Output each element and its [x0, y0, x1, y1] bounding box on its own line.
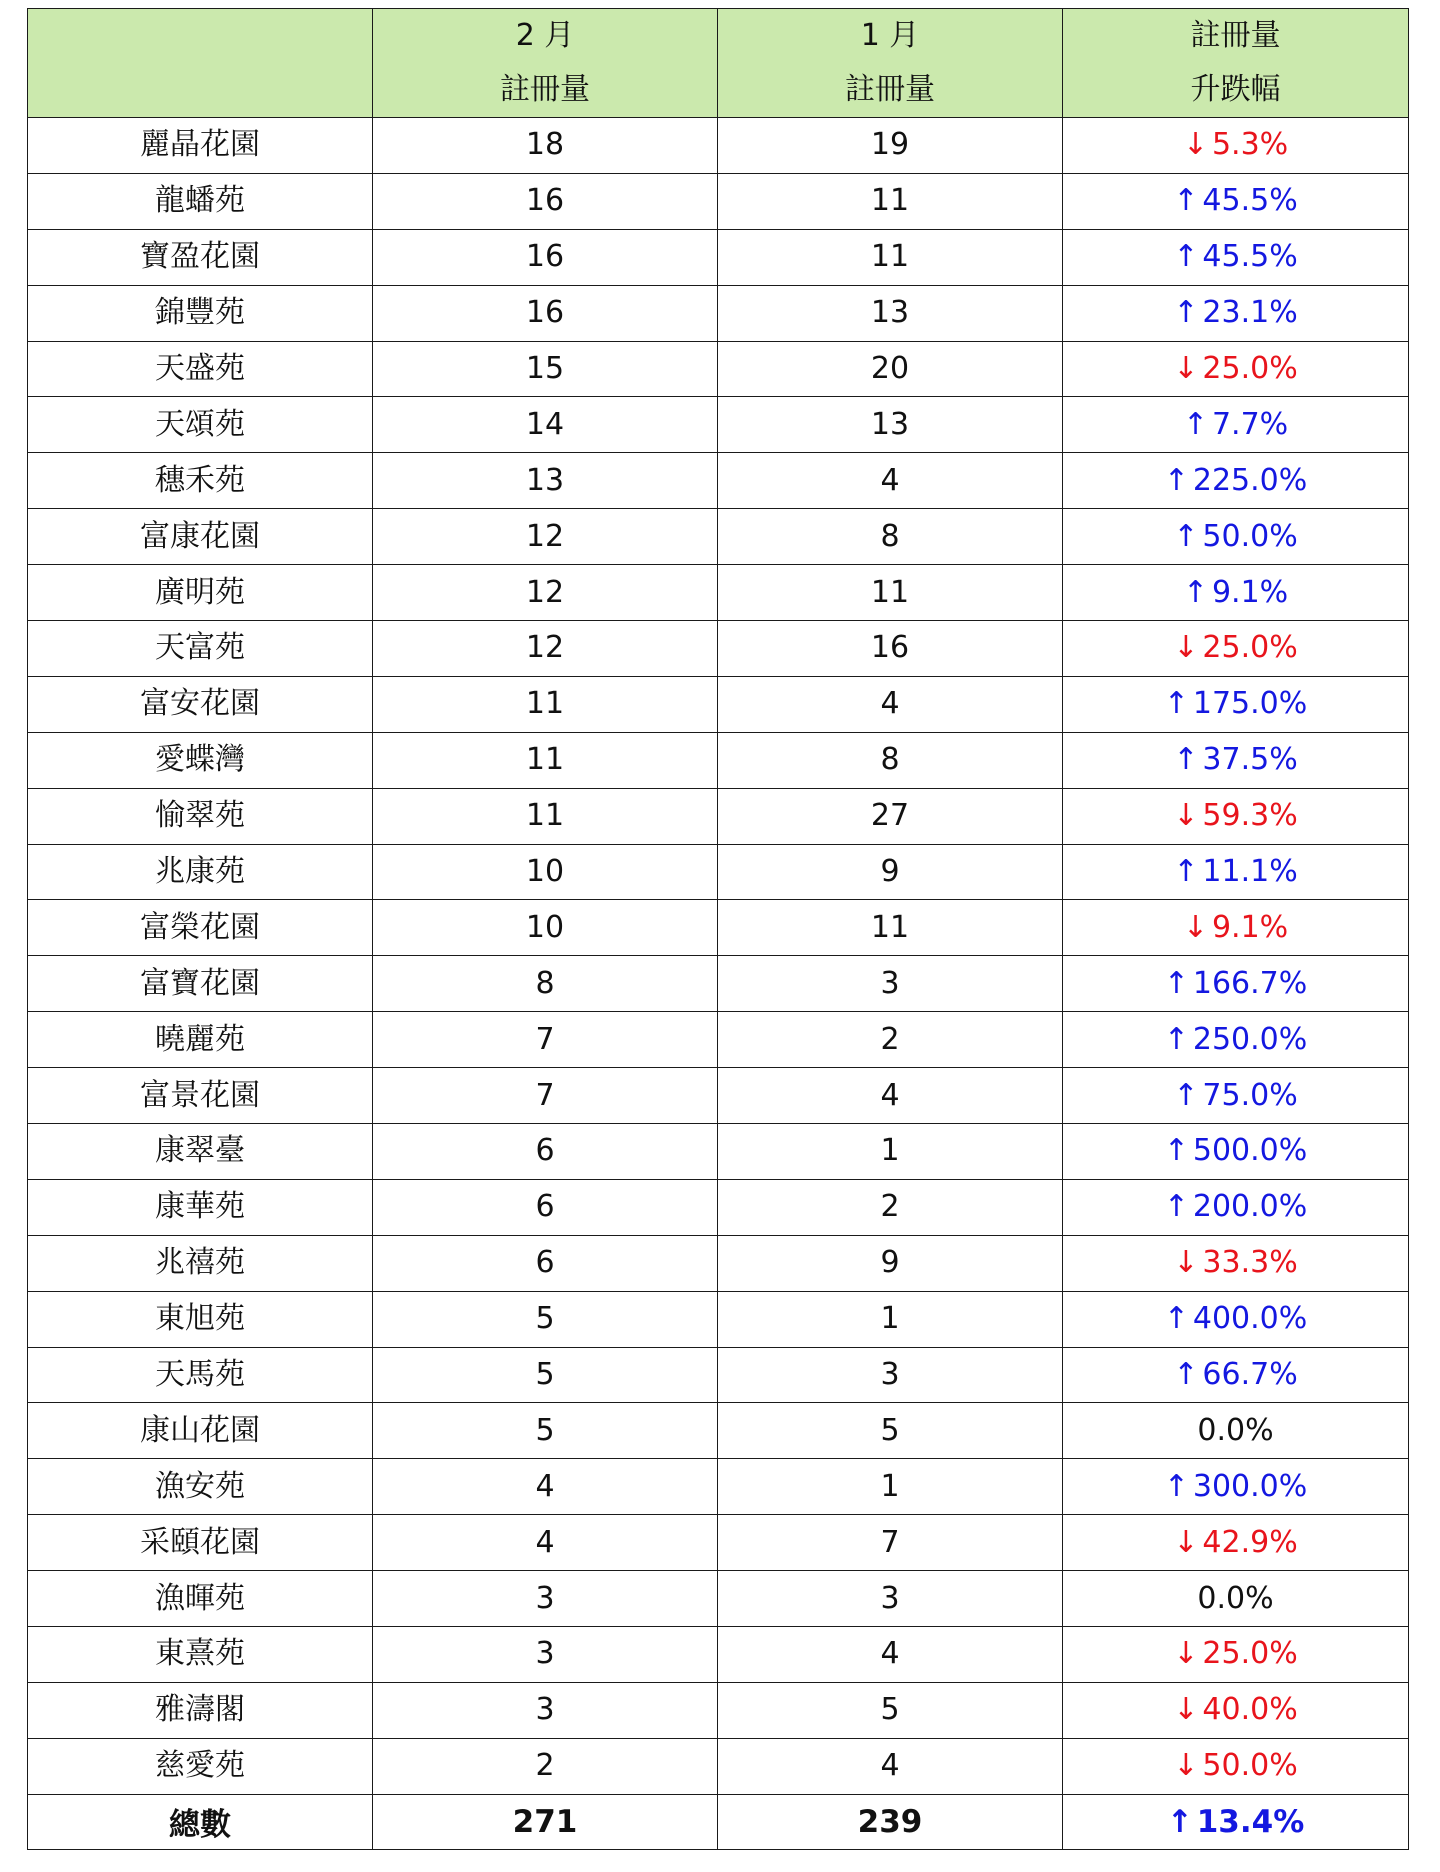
feb-count: 5: [373, 1291, 718, 1347]
header-jan-label: 註冊量: [845, 72, 935, 107]
down-arrow-icon: ↓: [1173, 351, 1199, 386]
up-arrow-icon: ↑: [1173, 1357, 1199, 1393]
feb-count: 11: [373, 788, 718, 844]
estate-name: 龍蟠苑: [28, 173, 373, 229]
change-cell: [1063, 1291, 1409, 1347]
change-value: 11.1%: [1202, 854, 1298, 890]
change-cell: [1063, 453, 1409, 509]
feb-count: 6: [373, 1124, 718, 1180]
up-arrow-icon: ↑: [1166, 1803, 1193, 1840]
change-value: 42.9%: [1202, 1524, 1298, 1560]
change-cell: [1063, 118, 1409, 174]
change-value: 200.0%: [1192, 1189, 1308, 1225]
change-cell: [1063, 1179, 1409, 1235]
change-value: 40.0%: [1202, 1692, 1298, 1728]
table-row: [28, 285, 1409, 341]
feb-count: 16: [373, 173, 718, 229]
estate-name: 天盛苑: [28, 341, 373, 397]
change-value: 9.1%: [1211, 574, 1289, 610]
up-arrow-icon: ↑: [1173, 183, 1199, 219]
change-cell: [1063, 1682, 1409, 1738]
change-cell: [1063, 676, 1409, 732]
change-value: 250.0%: [1192, 1021, 1308, 1057]
estate-name: 康山花園: [28, 1403, 373, 1459]
down-arrow-icon: ↓: [1173, 1245, 1199, 1281]
header-estate: [28, 9, 373, 118]
change-value: 45.5%: [1202, 183, 1298, 219]
down-arrow-icon: ↓: [1173, 630, 1199, 666]
down-arrow-icon: ↓: [1173, 798, 1199, 834]
feb-count: 12: [373, 509, 718, 565]
header-jan-month: 1 月: [860, 18, 920, 53]
table-row: [28, 1347, 1409, 1403]
table-row: [28, 565, 1409, 621]
table-row: [28, 1179, 1409, 1235]
change-cell: [1063, 788, 1409, 844]
table-row: [28, 1515, 1409, 1571]
total-change: [1063, 1794, 1409, 1849]
table-row: [28, 341, 1409, 397]
table-row: [28, 676, 1409, 732]
estate-name: 東熹苑: [28, 1627, 373, 1683]
change-value: 75.0%: [1202, 1077, 1298, 1113]
up-arrow-icon: ↑: [1173, 1077, 1199, 1113]
change-value: 25.0%: [1202, 351, 1298, 386]
header-feb-label: 註冊量: [500, 72, 590, 107]
up-arrow-icon: ↑: [1173, 742, 1199, 778]
table-row: [28, 956, 1409, 1012]
table-row: [28, 397, 1409, 453]
total-row: [28, 1794, 1409, 1849]
feb-count: 5: [373, 1403, 718, 1459]
header-jan: [718, 9, 1063, 118]
feb-count: 7: [373, 1012, 718, 1068]
change-value: 225.0%: [1192, 462, 1308, 498]
table-row: [28, 1068, 1409, 1124]
table-row: [28, 509, 1409, 565]
header-change-line2: 升跌幅: [1190, 72, 1281, 107]
estate-name: 天富苑: [28, 621, 373, 677]
table-row: [28, 1012, 1409, 1068]
estate-name: 廣明苑: [28, 565, 373, 621]
estate-name: 穗禾苑: [28, 453, 373, 509]
change-cell: [1063, 565, 1409, 621]
estate-name: 麗晶花園: [28, 118, 373, 174]
change-cell: [1063, 732, 1409, 788]
feb-count: 16: [373, 229, 718, 285]
change-cell: [1063, 900, 1409, 956]
estate-name: 天馬苑: [28, 1347, 373, 1403]
estate-name: 漁安苑: [28, 1459, 373, 1515]
jan-count: 19: [718, 118, 1063, 174]
jan-count: 4: [718, 1627, 1063, 1683]
table-row: [28, 1235, 1409, 1291]
estate-name: 兆康苑: [28, 844, 373, 900]
feb-count: 10: [373, 900, 718, 956]
estate-name: 富景花園: [28, 1068, 373, 1124]
jan-count: 3: [718, 956, 1063, 1012]
jan-count: 8: [718, 509, 1063, 565]
jan-count: 5: [718, 1682, 1063, 1738]
jan-count: 5: [718, 1403, 1063, 1459]
feb-count: 3: [373, 1627, 718, 1683]
feb-count: 5: [373, 1347, 718, 1403]
estate-name: 寶盈花園: [28, 229, 373, 285]
estate-name: 富榮花園: [28, 900, 373, 956]
change-cell: [1063, 1012, 1409, 1068]
table-row: [28, 732, 1409, 788]
change-cell: [1063, 1627, 1409, 1683]
jan-count: 7: [718, 1515, 1063, 1571]
up-arrow-icon: ↑: [1163, 1189, 1189, 1225]
change-cell: [1063, 509, 1409, 565]
header-change-line1: 註冊量: [1190, 18, 1281, 53]
down-arrow-icon: ↓: [1182, 909, 1208, 945]
jan-count: 1: [718, 1291, 1063, 1347]
estate-name: 雅濤閣: [28, 1682, 373, 1738]
feb-count: 4: [373, 1515, 718, 1571]
header-change: [1063, 9, 1409, 118]
table-row: [28, 1571, 1409, 1627]
estate-name: 慈愛苑: [28, 1738, 373, 1794]
estate-name: 兆禧苑: [28, 1235, 373, 1291]
jan-count: 9: [718, 1235, 1063, 1291]
jan-count: 8: [718, 732, 1063, 788]
change-cell: [1063, 956, 1409, 1012]
change-value: 500.0%: [1192, 1133, 1308, 1169]
up-arrow-icon: ↑: [1163, 1021, 1189, 1057]
feb-count: 18: [373, 118, 718, 174]
feb-count: 10: [373, 844, 718, 900]
jan-count: 3: [718, 1347, 1063, 1403]
table-body: [28, 118, 1409, 1795]
jan-count: 4: [718, 1068, 1063, 1124]
jan-count: 13: [718, 397, 1063, 453]
change-cell: [1063, 1571, 1409, 1627]
table-row: [28, 621, 1409, 677]
table-row: [28, 1738, 1409, 1794]
change-value: 300.0%: [1192, 1468, 1308, 1504]
change-cell: [1063, 1738, 1409, 1794]
jan-count: 4: [718, 676, 1063, 732]
change-cell: [1063, 1403, 1409, 1459]
jan-count: 4: [718, 453, 1063, 509]
change-cell: [1063, 173, 1409, 229]
jan-count: 1: [718, 1459, 1063, 1515]
down-arrow-icon: ↓: [1182, 127, 1208, 163]
estate-name: 愉翠苑: [28, 788, 373, 844]
change-cell: [1063, 1235, 1409, 1291]
change-value: 25.0%: [1202, 630, 1298, 666]
up-arrow-icon: ↑: [1163, 462, 1189, 498]
total-label: 總數: [28, 1794, 373, 1849]
change-value: 37.5%: [1202, 742, 1298, 778]
estate-name: 采頤花園: [28, 1515, 373, 1571]
feb-count: 6: [373, 1235, 718, 1291]
estate-name: 富寶花園: [28, 956, 373, 1012]
header-feb-month: 2 月: [515, 18, 575, 53]
table-row: [28, 118, 1409, 174]
jan-count: 2: [718, 1179, 1063, 1235]
feb-count: 11: [373, 676, 718, 732]
estate-name: 愛蝶灣: [28, 732, 373, 788]
up-arrow-icon: ↑: [1173, 295, 1199, 331]
feb-count: 7: [373, 1068, 718, 1124]
change-cell: [1063, 1347, 1409, 1403]
change-cell: [1063, 285, 1409, 341]
feb-count: 14: [373, 397, 718, 453]
table-row: [28, 173, 1409, 229]
header-row: [28, 9, 1409, 118]
change-value: 9.1%: [1211, 909, 1289, 945]
change-cell: [1063, 621, 1409, 677]
table-row: [28, 788, 1409, 844]
estate-name: 曉麗苑: [28, 1012, 373, 1068]
feb-count: 3: [373, 1682, 718, 1738]
change-value: 5.3%: [1211, 127, 1289, 163]
header-feb: [373, 9, 718, 118]
up-arrow-icon: ↑: [1163, 1301, 1189, 1337]
table-row: [28, 1682, 1409, 1738]
change-value: 166.7%: [1192, 965, 1308, 1001]
jan-count: 13: [718, 285, 1063, 341]
change-cell: [1063, 1459, 1409, 1515]
change-value: 59.3%: [1202, 798, 1298, 834]
jan-count: 20: [718, 341, 1063, 397]
change-value: 0.0%: [1197, 1580, 1274, 1616]
jan-count: 11: [718, 900, 1063, 956]
change-value: 33.3%: [1202, 1245, 1298, 1281]
change-cell: [1063, 229, 1409, 285]
table-row: [28, 453, 1409, 509]
estate-name: 富康花園: [28, 509, 373, 565]
up-arrow-icon: ↑: [1163, 686, 1189, 722]
feb-count: 15: [373, 341, 718, 397]
change-value: 45.5%: [1202, 239, 1298, 275]
change-cell: [1063, 844, 1409, 900]
down-arrow-icon: ↓: [1173, 1748, 1199, 1784]
table-row: [28, 1459, 1409, 1515]
estate-name: 康華苑: [28, 1179, 373, 1235]
jan-count: 16: [718, 621, 1063, 677]
table-row: [28, 229, 1409, 285]
registration-table: [27, 8, 1409, 1850]
down-arrow-icon: ↓: [1173, 1524, 1199, 1560]
feb-count: 8: [373, 956, 718, 1012]
total-change-value: 13.4%: [1196, 1803, 1305, 1840]
table-row: [28, 1403, 1409, 1459]
change-value: 50.0%: [1202, 518, 1298, 554]
feb-count: 12: [373, 565, 718, 621]
table-row: [28, 1124, 1409, 1180]
jan-count: 11: [718, 565, 1063, 621]
up-arrow-icon: ↑: [1173, 518, 1199, 554]
change-cell: [1063, 1068, 1409, 1124]
feb-count: 12: [373, 621, 718, 677]
jan-count: 2: [718, 1012, 1063, 1068]
jan-count: 27: [718, 788, 1063, 844]
change-value: 7.7%: [1211, 406, 1289, 442]
down-arrow-icon: ↓: [1173, 1692, 1199, 1728]
up-arrow-icon: ↑: [1163, 1468, 1189, 1504]
estate-name: 漁暉苑: [28, 1571, 373, 1627]
change-value: 66.7%: [1202, 1357, 1298, 1393]
feb-count: 4: [373, 1459, 718, 1515]
total-jan: 239: [718, 1794, 1063, 1849]
table-row: [28, 844, 1409, 900]
feb-count: 2: [373, 1738, 718, 1794]
feb-count: 11: [373, 732, 718, 788]
feb-count: 16: [373, 285, 718, 341]
change-value: 25.0%: [1202, 1636, 1298, 1672]
change-value: 0.0%: [1197, 1412, 1274, 1448]
change-cell: [1063, 341, 1409, 397]
jan-count: 11: [718, 173, 1063, 229]
up-arrow-icon: ↑: [1182, 406, 1208, 442]
up-arrow-icon: ↑: [1163, 1133, 1189, 1169]
jan-count: 3: [718, 1571, 1063, 1627]
total-feb: 271: [373, 1794, 718, 1849]
feb-count: 13: [373, 453, 718, 509]
table-row: [28, 900, 1409, 956]
change-value: 23.1%: [1202, 295, 1298, 331]
estate-name: 東旭苑: [28, 1291, 373, 1347]
jan-count: 11: [718, 229, 1063, 285]
table-row: [28, 1627, 1409, 1683]
change-value: 50.0%: [1202, 1748, 1298, 1784]
estate-name: 錦豐苑: [28, 285, 373, 341]
up-arrow-icon: ↑: [1173, 854, 1199, 890]
down-arrow-icon: ↓: [1173, 1636, 1199, 1672]
table-row: [28, 1291, 1409, 1347]
jan-count: 1: [718, 1124, 1063, 1180]
change-cell: [1063, 1515, 1409, 1571]
estate-name: 康翠臺: [28, 1124, 373, 1180]
up-arrow-icon: ↑: [1182, 574, 1208, 610]
feb-count: 6: [373, 1179, 718, 1235]
estate-name: 天頌苑: [28, 397, 373, 453]
estate-name: 富安花園: [28, 676, 373, 732]
up-arrow-icon: ↑: [1163, 965, 1189, 1001]
change-value: 175.0%: [1192, 686, 1308, 722]
jan-count: 4: [718, 1738, 1063, 1794]
change-value: 400.0%: [1192, 1301, 1308, 1337]
up-arrow-icon: ↑: [1173, 239, 1199, 275]
feb-count: 3: [373, 1571, 718, 1627]
jan-count: 9: [718, 844, 1063, 900]
change-cell: [1063, 397, 1409, 453]
change-cell: [1063, 1124, 1409, 1180]
